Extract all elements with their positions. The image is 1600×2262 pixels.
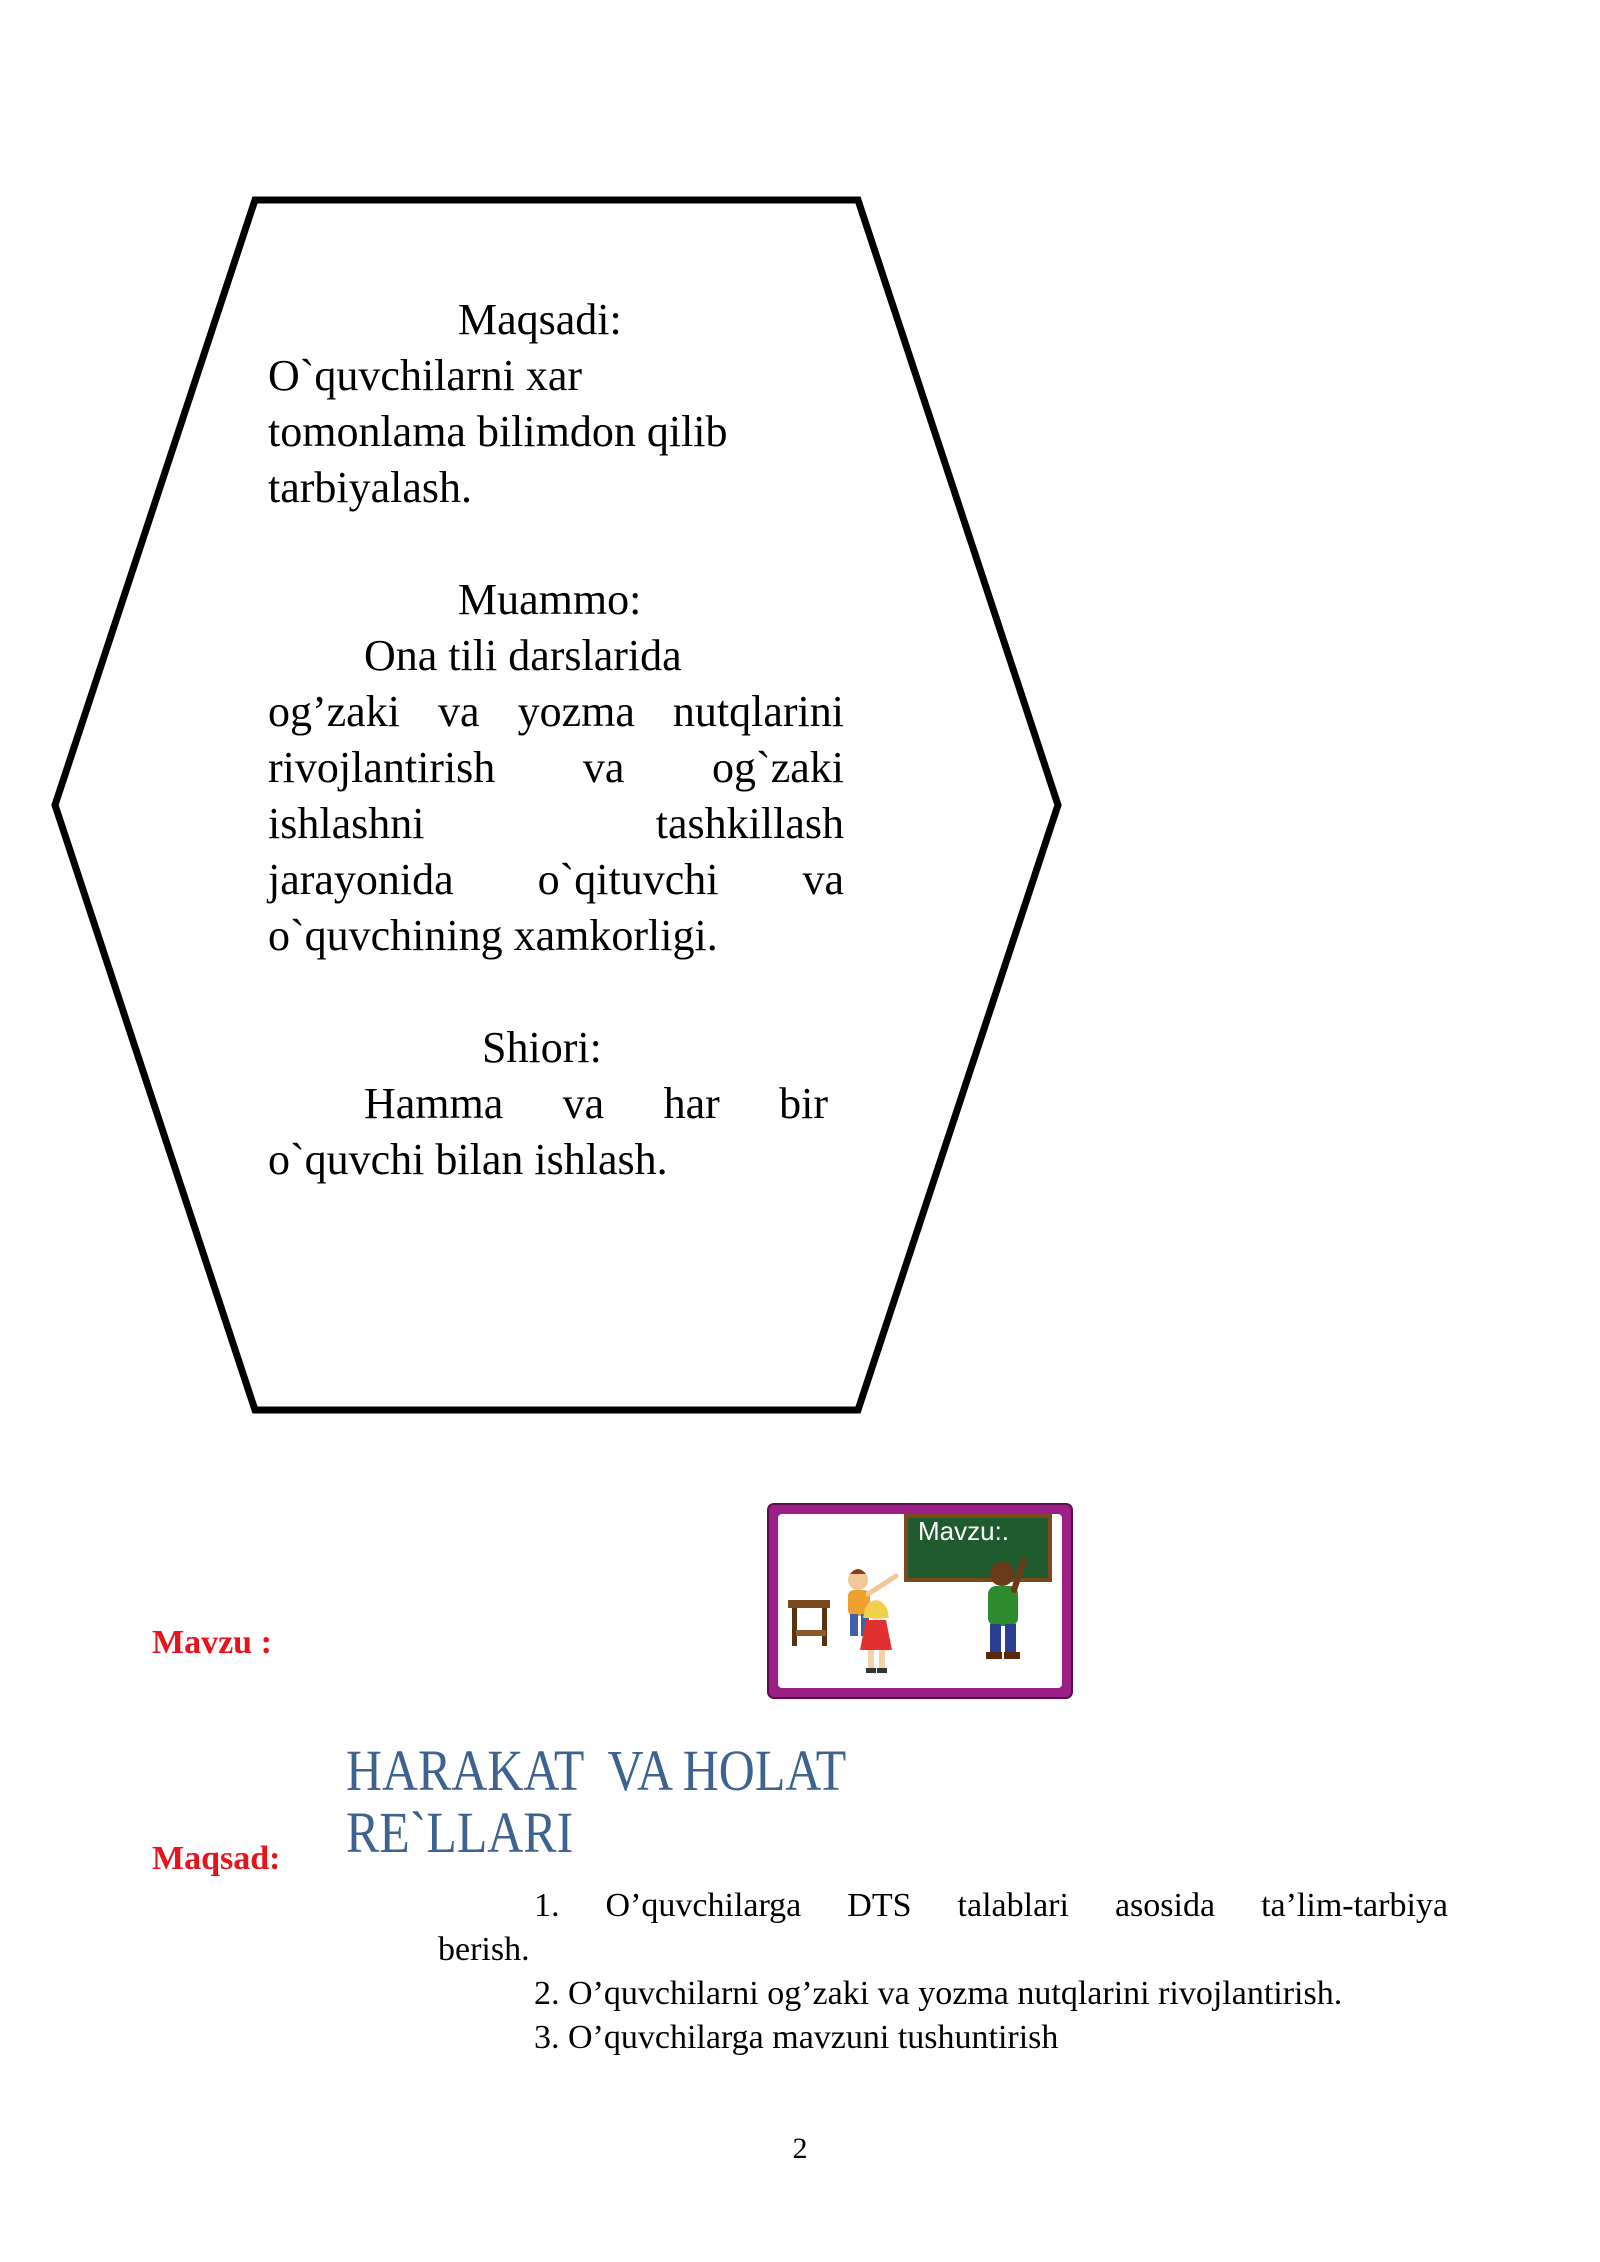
problem-line: rivojlantirish va og`zaki bbox=[268, 743, 844, 792]
problem-first-line: Ona tili darslarida bbox=[364, 631, 682, 680]
problem-line: ishlashni tashkillash bbox=[268, 799, 844, 848]
problem-line: o`quvchining xamkorligi. bbox=[268, 911, 718, 960]
goal-item-2: 2. O’quvchilarni og’zaki va yozma nutqlarini rivojlantirish. bbox=[534, 1975, 1343, 2012]
goal-item-3: 3. O’quvchilarga mavzuni tushuntirish bbox=[534, 2019, 1059, 2056]
goal-line: O`quvchilarni xar bbox=[268, 351, 582, 400]
motto-first-line: Hamma va har bir bbox=[364, 1079, 828, 1128]
topic-title-line: HARAKAT VA HOLAT bbox=[346, 1738, 847, 1803]
problem-line: jarayonida o`qituvchi va bbox=[268, 855, 844, 904]
problem-line: og’zaki va yozma nutqlarini bbox=[268, 687, 844, 736]
topic-title-line: RE`LLARI bbox=[346, 1800, 574, 1865]
goal-line: tarbiyalash. bbox=[268, 463, 473, 512]
goal-title: Maqsadi: bbox=[458, 295, 622, 344]
goal-line: tomonlama bilimdon qilib bbox=[268, 407, 728, 456]
topic-title bbox=[346, 1740, 879, 1864]
topic-label: Mavzu : bbox=[152, 1624, 272, 1661]
goal-item-1: 1. O’quvchilarga DTS talablari asosida ta’lim-tarbiya bbox=[534, 1887, 1448, 1924]
blackboard-text: Mavzu:. bbox=[918, 1516, 1010, 1546]
goal-item-1-cont: berish. bbox=[438, 1931, 530, 1968]
goals-list bbox=[438, 1884, 1448, 2060]
problem-title: Muammo: bbox=[458, 575, 642, 624]
page-number: 2 bbox=[792, 2132, 808, 2165]
motto-title: Shiori: bbox=[482, 1023, 602, 1072]
hexagon-text bbox=[268, 292, 844, 1188]
motto-last-line: o`quvchi bilan ishlash. bbox=[268, 1135, 668, 1184]
goal-label: Maqsad: bbox=[152, 1840, 281, 1877]
